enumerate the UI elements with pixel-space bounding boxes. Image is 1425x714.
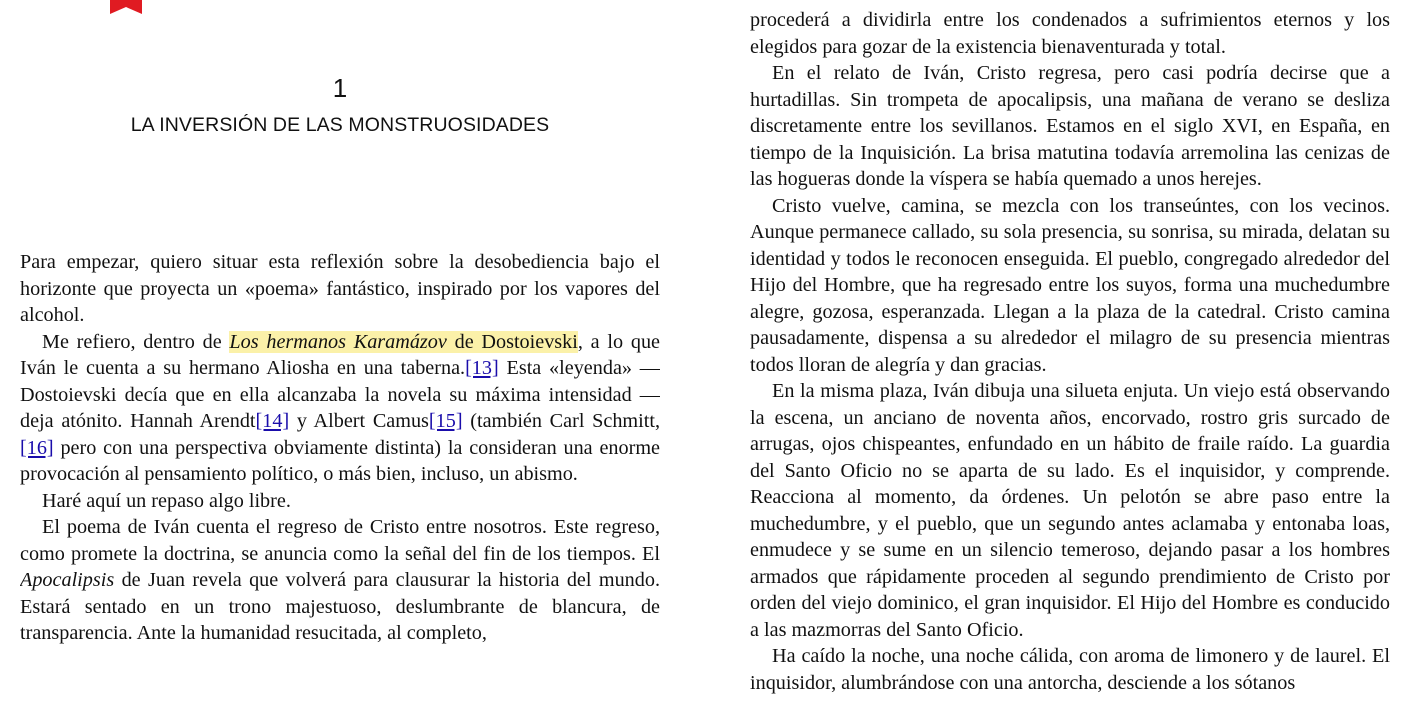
paragraph: [20, 329, 660, 488]
right-page-text: [750, 7, 1390, 696]
text-run: de Juan revela que volverá para clausurar la historia del mundo. Estará sentado en un trono majestuoso, deslumbrante de blancura, de transparencia. Ante la humanidad resucitada, al completo,: [20, 569, 660, 644]
text-run: En el relato de Iván, Cristo regresa, pero casi podría decirse que a hurtadillas. Sin trompeta de apocalipsis, una mañana de verano se desliza discretamente entre los sevillanos. Estamos en el siglo: [750, 62, 1390, 137]
book-title: Los hermanos Karamázov: [229, 330, 447, 353]
text-run: y Albert Camus: [289, 410, 429, 432]
paragraph: [750, 60, 1390, 193]
paragraph: Haré aquí un repaso algo libre.: [42, 489, 291, 512]
footnote-link-14[interactable]: [14]: [255, 410, 290, 432]
paragraph: [20, 514, 660, 647]
footnote-link-15[interactable]: [15]: [428, 410, 463, 432]
century-numeral: XVI: [1221, 115, 1258, 137]
book-title: Apocalipsis: [20, 569, 115, 591]
text-run: , en España, en tiempo de la Inquisición. La brisa matutina todavía arremolina las cenizas de las hogueras donde la víspera se había quemado a unos herejes.: [750, 115, 1390, 190]
footnote-link-16[interactable]: [16]: [20, 436, 54, 459]
text-run: pero con una perspectiva obviamente distinta) la consideran una enorme provocación al pensamiento político, o más bien, incluso, un abismo.: [20, 436, 660, 485]
footnote-link-13[interactable]: [13]: [465, 357, 499, 379]
paragraph: Cristo vuelve, camina, se mezcla con los transeúntes, con los vecinos. Aunque permanece callado, su sola presencia, su sonrisa, su mirada, delatan su identidad y todos le reconocen enseguida. El pueblo, congregado alrededor del Hijo del Hombre, que ha regresado entre los suyos, forma una muchedumbre alegre, gozosa, esperanzada. Llegan a la plaza de la catedral. Cristo camina pausadamente, dispensa a su alrededor el milagro de su presencia mientras todos lloran de alegría y dan gracias.: [750, 194, 1390, 376]
text-run: de Dostoievski: [446, 330, 578, 353]
text-run: Me refiero, dentro de: [42, 330, 230, 353]
text-run: Esta «leyenda» —Dostoievski decía que en ella alcanzaba la novela su máxima intensidad — deja atónito. Hannah Arendt: [20, 357, 660, 432]
text-run: El poema de Iván cuenta el regreso de Cristo entre nosotros. Este regreso, como promete la doctrina, se anuncia como la señal del fin de los tiempos. El: [20, 516, 660, 565]
text-run: , a lo que Iván le cuenta a su hermano Aliosha en una taberna.: [20, 330, 660, 379]
highlight[interactable]: [229, 331, 577, 353]
text-run: (también Carl Schmitt,: [462, 410, 660, 432]
paragraph: procederá a dividirla entre los condenados a sufrimientos eternos y los elegidos para gozar de la existencia bienaventurada y total.: [750, 9, 1390, 58]
left-page-text: [20, 249, 660, 647]
paragraph: Para empezar, quiero situar esta reflexión sobre la desobediencia bajo el horizonte que proyecta un «poema» fantástico, inspirado por los vapores del alcohol.: [20, 251, 660, 326]
chapter-number: 1: [332, 73, 348, 103]
paragraph: En la misma plaza, Iván dibuja una silueta enjuta. Un viejo está observando la escena, un anciano de noventa años, encorvado, rostro gris surcado de arrugas, ojos chispeantes, enfundado en un hábito de fraile raído. La guardia del Santo Oficio no se aparta de su lado. Es el inquisidor, y comprende. Reacciona al momento, da órdenes. Un pelotón se abre paso entre la muchedumbre, y el pueblo, que un segundo antes aclamaba y entonaba loas, enmudece y se sume en un silencio temeroso, dejando pasar a los hombres armados que rápidamente proceden al segundo prendimiento de Cristo por orden del viejo dominico, el gran inquisidor. El Hijo del Hombre es conducido a las mazmorras del Santo Oficio.: [750, 380, 1390, 641]
right-page: [750, 0, 1390, 714]
paragraph: Ha caído la noche, una noche cálida, con aroma de limonero y de laurel. El inquisidor, alumbrándose con una antorcha, desciende a los sótanos: [750, 645, 1390, 694]
left-page: [20, 0, 660, 714]
chapter-title: LA INVERSIÓN DE LAS MONSTRUOSIDADES: [130, 114, 550, 136]
